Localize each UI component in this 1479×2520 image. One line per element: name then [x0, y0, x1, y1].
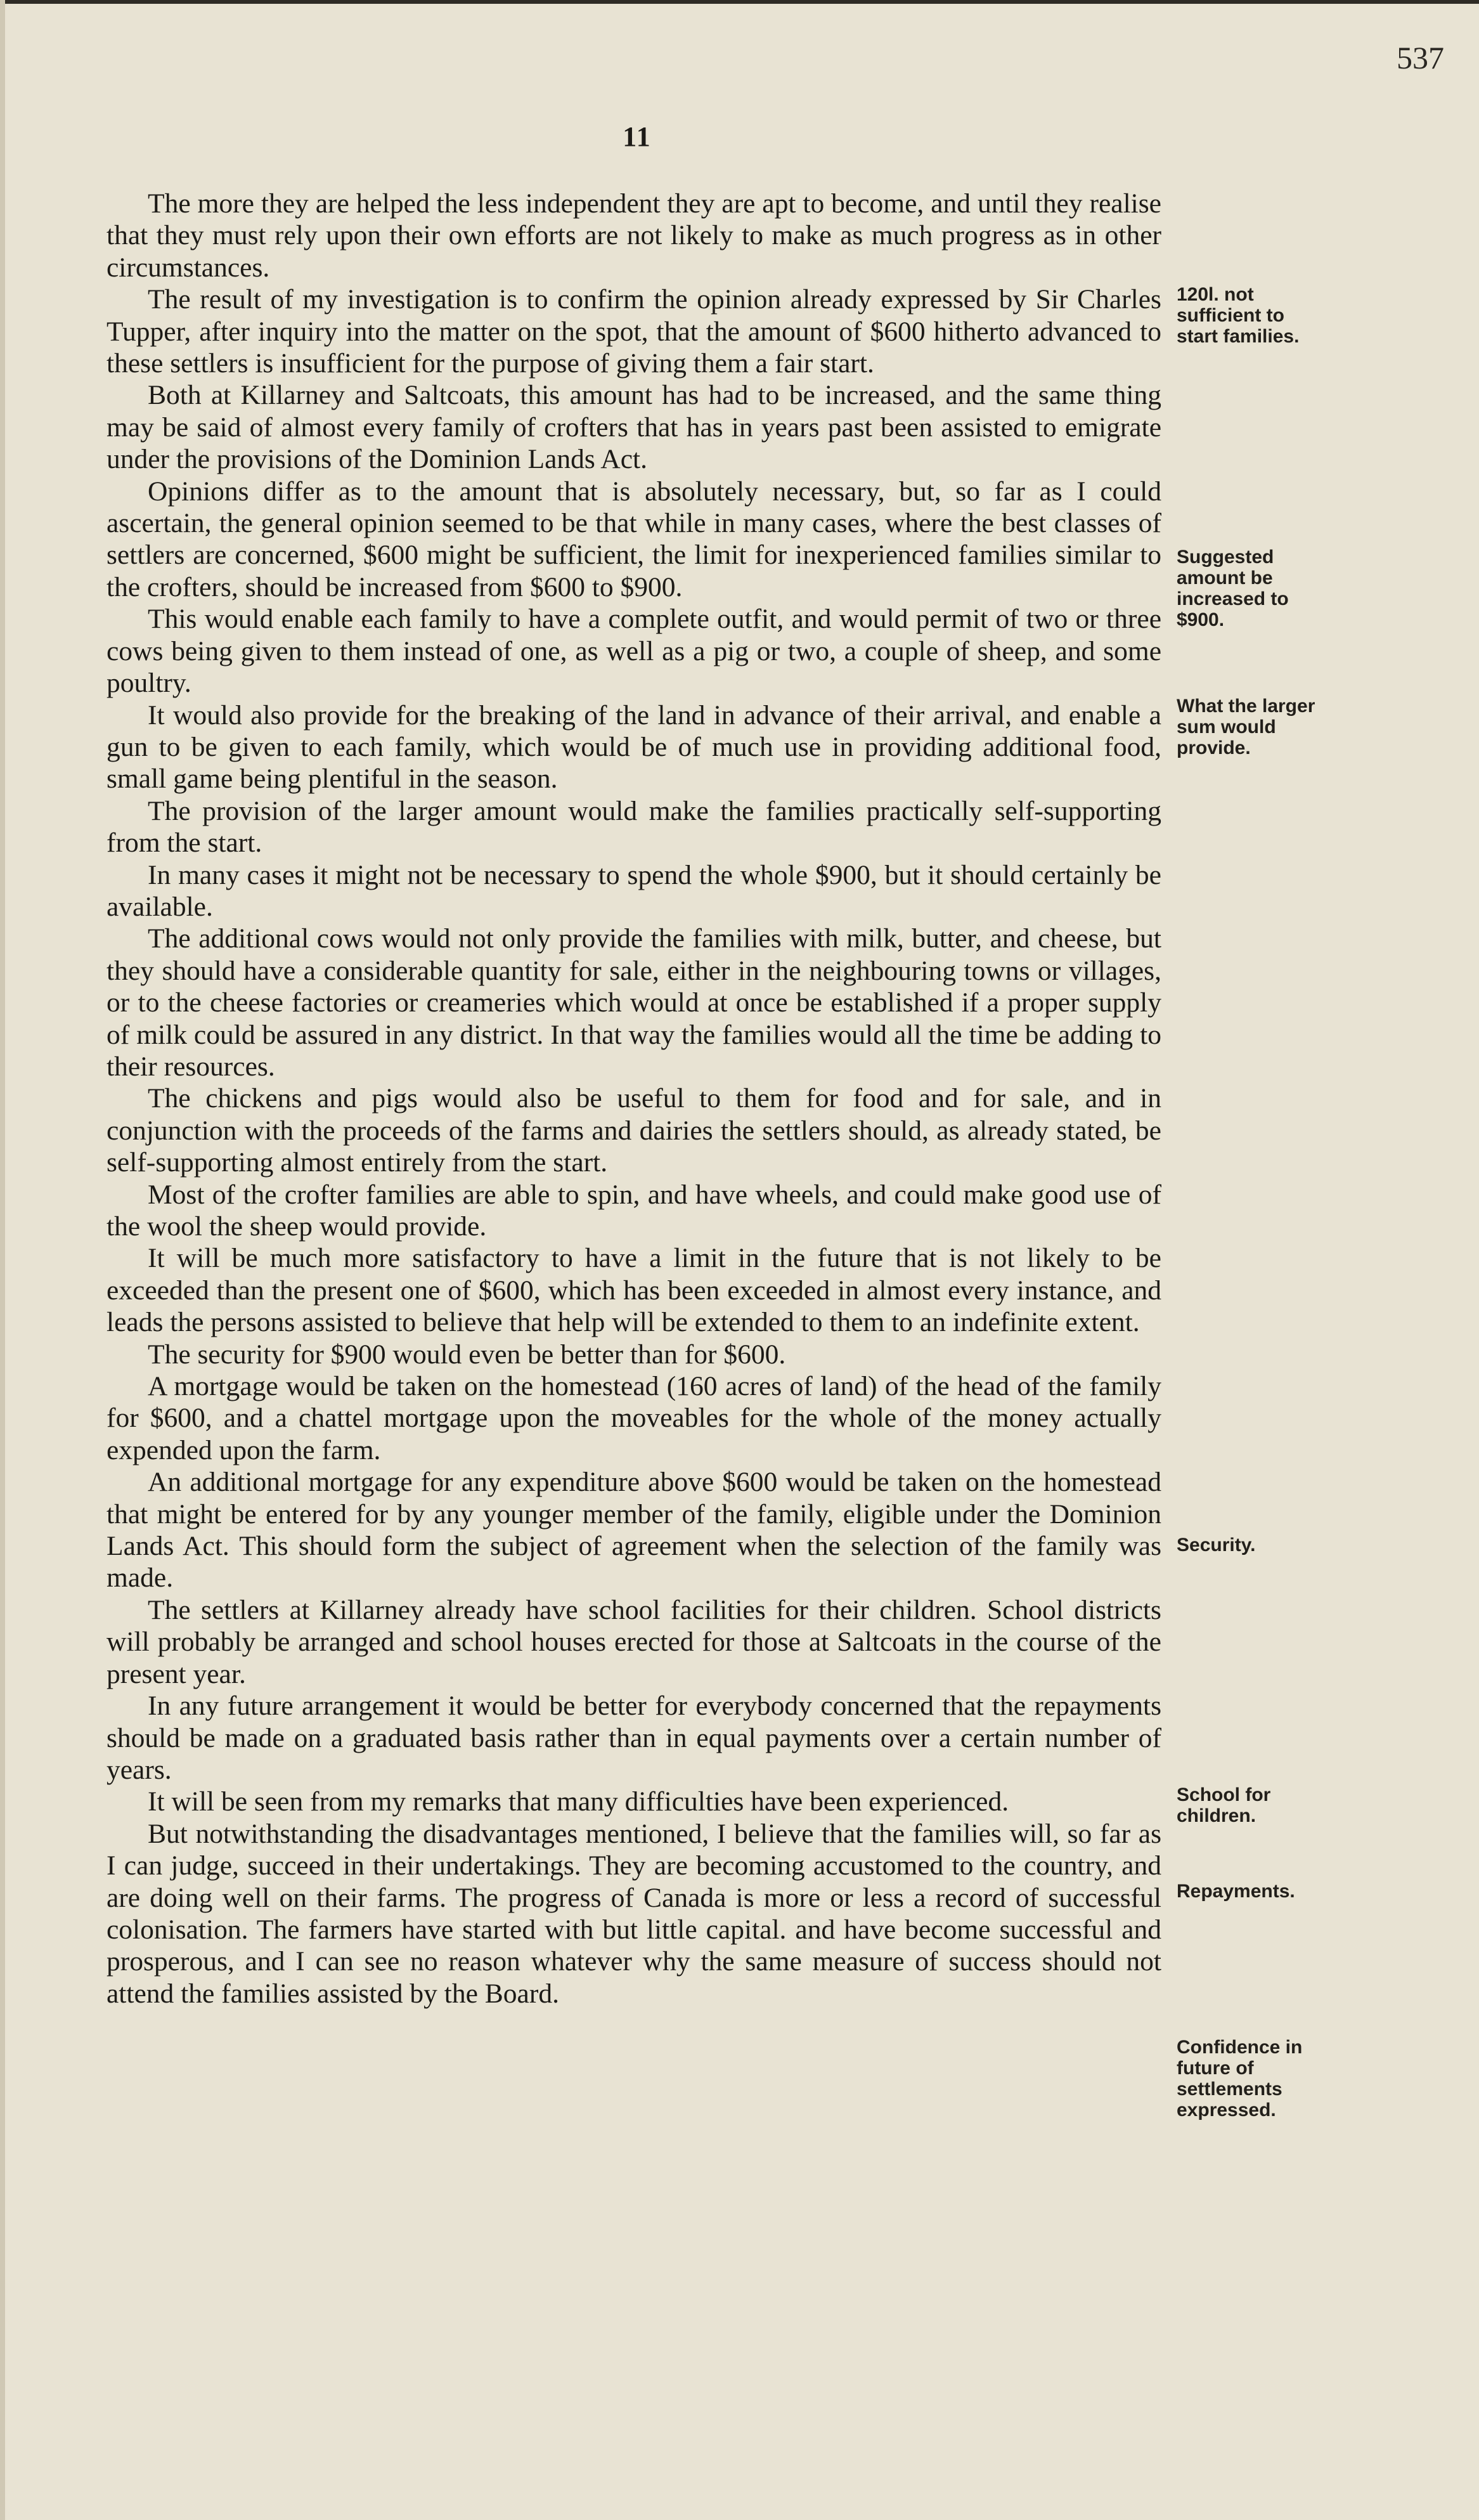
paragraph: It will be much more satisfactory to have a limit in the future that is not likely to be exceeded than the present one of $600, which has been exceeded in almost every instance, and leads the persons assisted to believe that help will be extended to them to an indefinite extent. [107, 1243, 1161, 1338]
paragraph: It would also provide for the breaking of the land in advance of their arrival, and enable a gun to be given to each family, which would be of much use in providing additional food, small game being plentiful in the season. [107, 699, 1161, 795]
paragraph: The more they are helped the less independent they are apt to become, and until they realise that they must rely upon their own efforts are not likely to make as much progress as in other circumstances. [107, 188, 1161, 283]
paragraph: But notwithstanding the disadvantages mentioned, I believe that the families will, so far as I can judge, succeed in their undertakings. They are becoming accustomed to the country, and are doing well on their farms. The progress of Canada is more or less a record of successful colonisation. The farmers have started with but little capital. and have become successful and prosperous, and I can see no reason whatever why the same measure of success should not attend the families assisted by the Board. [107, 1818, 1161, 2009]
margin-note: School for children. [1177, 1784, 1271, 1826]
page-left-edge [0, 0, 5, 2520]
page-top-border [0, 0, 1479, 4]
paragraph: Opinions differ as to the amount that is absolutely necessary, but, so far as I could ascertain, the general opinion seemed to be that while in many cases, where the best classes of settlers are concerned, $600 might be sufficient, the limit for inexperienced families similar to the crofters, should be increased from $600 to $900. [107, 476, 1161, 602]
paragraph: The provision of the larger amount would make the families practically self-supporting from the start. [107, 795, 1161, 859]
paragraph: This would enable each family to have a complete outfit, and would permit of two or three cows being given to them instead of one, as well as a pig or two, a couple of sheep, and some poultry. [107, 604, 1161, 699]
margin-note: Confidence in future of settlements expressed. [1177, 2037, 1303, 2121]
paragraph: An additional mortgage for any expenditure above $600 would be taken on the homestead that might be entered for by any younger member of the family, eligible under the Dominion Lands Act. This should form the subject of agreement when the selection of the family was made. [107, 1467, 1161, 1594]
paragraph: In many cases it might not be necessary to spend the whole $900, but it should certainly be available. [107, 859, 1161, 922]
folio-number: 537 [1397, 40, 1444, 75]
paragraph: Both at Killarney and Saltcoats, this amount has had to be increased, and the same thing may be said of almost every family of crofters that has in years past been assisted to emigrate under the provisions of the Dominion Lands Act. [107, 380, 1161, 475]
paragraph: The settlers at Killarney already have school facilities for their children. School districts will probably be arranged and school houses erected for those at Saltcoats in the course of the present year. [107, 1594, 1161, 1689]
paragraph: In any future arrangement it would be better for everybody concerned that the repayments should be made on a graduated basis rather than in equal payments over a certain number of years. [107, 1691, 1161, 1785]
paragraph: The additional cows would not only provide the families with milk, butter, and cheese, but they should have a considerable quantity for sale, either in the neighbouring towns or villages, or to the cheese factories or creameries which would at once be established if a proper supply of milk could be assured in any district. In that way the families would all the time be adding to their resources. [107, 923, 1161, 1082]
paragraph: The result of my investigation is to confirm the opinion already expressed by Sir Charles Tupper, after inquiry into the matter on the spot, that the amount of $600 hitherto advanced to these settlers is insufficient for the purpose of giving them a fair start. [107, 284, 1161, 379]
page-number: 11 [623, 121, 652, 152]
paragraph: The security for $900 would even be better than for $600. [148, 1339, 786, 1370]
margin-note: What the larger sum would provide. [1177, 696, 1315, 758]
body-text [107, 188, 1161, 2010]
paragraph: The chickens and pigs would also be useful to them for food and for sale, and in conjunction with the proceeds of the farms and dairies the settlers should, as already stated, be self-supporting almost entirely from the start. [107, 1083, 1161, 1178]
margin-note: Repayments. [1177, 1881, 1295, 1902]
margin-note: Suggested amount be increased to $900. [1177, 547, 1289, 630]
paragraph: Most of the crofter families are able to spin, and have wheels, and could make good use of the wool the sheep would provide. [107, 1179, 1161, 1242]
paragraph: It will be seen from my remarks that many difficulties have been experienced. [148, 1786, 1009, 1817]
paragraph: A mortgage would be taken on the homestead (160 acres of land) of the head of the family for $600, and a chattel mortgage upon the moveables for the whole of the money actually expended upon the farm. [107, 1371, 1161, 1465]
margin-note: 120l. not sufficient to start families. [1177, 284, 1300, 347]
margin-note: Security. [1177, 1535, 1256, 1556]
